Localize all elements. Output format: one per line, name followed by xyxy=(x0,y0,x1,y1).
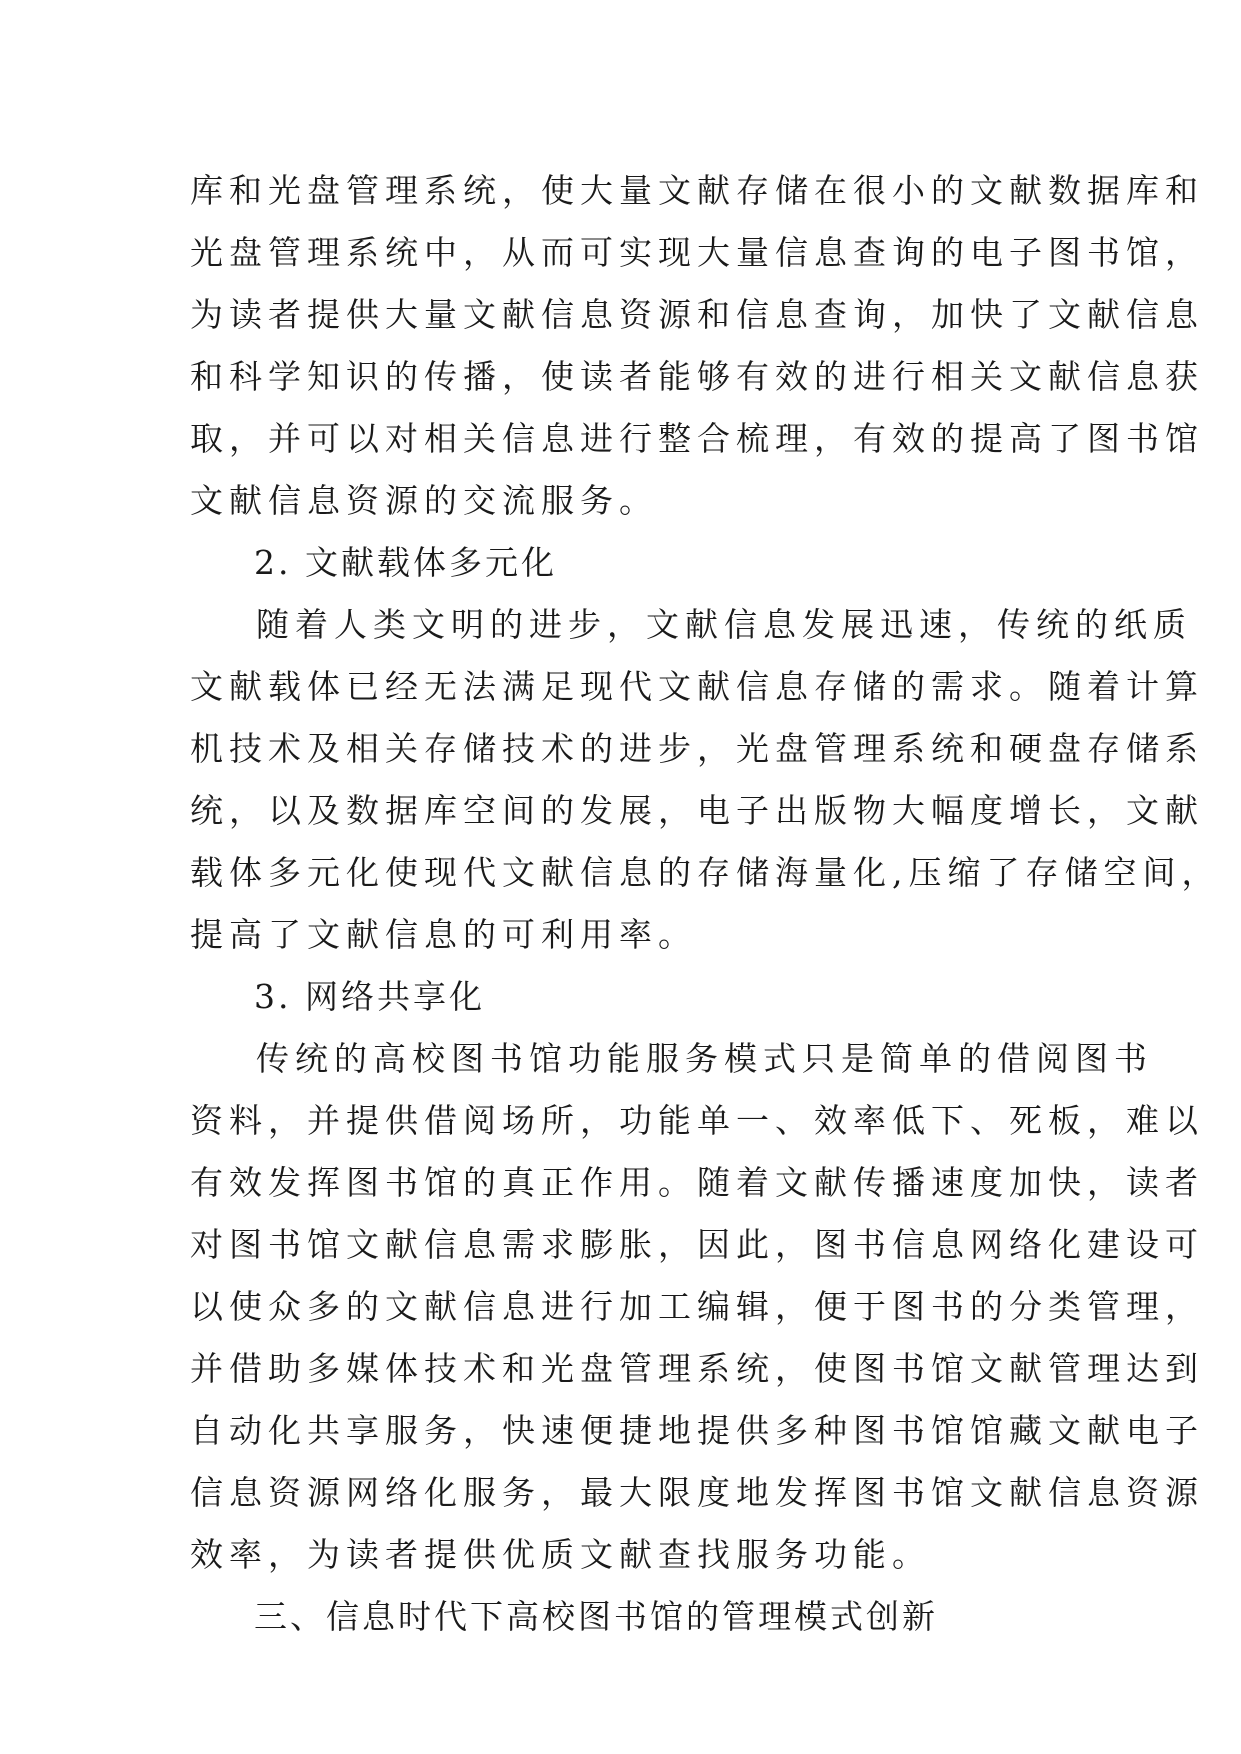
text-line: 提高了文献信息的可利用率。 xyxy=(190,915,697,954)
text-line: 统，以及数据库空间的发展，电子出版物大幅度增长，文献 xyxy=(190,791,1204,830)
text-line: 效率，为读者提供优质文献查找服务功能。 xyxy=(190,1535,931,1574)
text-line: 库和光盘管理系统，使大量文献存储在很小的文献数据库和 xyxy=(190,171,1204,210)
text-line: 资料，并提供借阅场所，功能单一、效率低下、死板，难以 xyxy=(190,1101,1204,1140)
subheading-carrier-diversification: 2. 文献载体多元化 xyxy=(254,543,557,582)
text-line: 光盘管理系统中，从而可实现大量信息查询的电子图书馆， xyxy=(190,233,1204,272)
text-line: 机技术及相关存储技术的进步，光盘管理系统和硬盘存储系 xyxy=(190,729,1204,768)
text-line: 对图书馆文献信息需求膨胀，因此，图书信息网络化建设可 xyxy=(190,1225,1204,1264)
text-line: 文献信息资源的交流服务。 xyxy=(190,481,658,520)
text-line: 信息资源网络化服务，最大限度地发挥图书馆文献信息资源 xyxy=(190,1473,1204,1512)
text-line: 为读者提供大量文献信息资源和信息查询，加快了文献信息 xyxy=(190,295,1204,334)
section-heading: 三、信息时代下高校图书馆的管理模式创新 xyxy=(254,1597,938,1636)
text-line: 文献载体已经无法满足现代文献信息存储的需求。随着计算 xyxy=(190,667,1204,706)
text-line: 随着人类文明的进步，文献信息发展迅速，传统的纸质 xyxy=(256,605,1192,644)
text-line: 自动化共享服务，快速便捷地提供多种图书馆馆藏文献电子 xyxy=(190,1411,1204,1450)
document-body xyxy=(190,160,1221,1648)
subheading-network-sharing: 3. 网络共享化 xyxy=(254,977,485,1016)
text-line: 和科学知识的传播，使读者能够有效的进行相关文献信息获 xyxy=(190,357,1204,396)
text-line: 载体多元化使现代文献信息的存储海量化,压缩了存储空间， xyxy=(190,853,1221,892)
text-line: 以使众多的文献信息进行加工编辑，便于图书的分类管理， xyxy=(190,1287,1204,1326)
text-line: 传统的高校图书馆功能服务模式只是简单的借阅图书 xyxy=(256,1039,1153,1078)
text-line: 有效发挥图书馆的真正作用。随着文献传播速度加快，读者 xyxy=(190,1163,1204,1202)
text-line: 并借助多媒体技术和光盘管理系统，使图书馆文献管理达到 xyxy=(190,1349,1204,1388)
text-line: 取，并可以对相关信息进行整合梳理，有效的提高了图书馆 xyxy=(190,419,1204,458)
